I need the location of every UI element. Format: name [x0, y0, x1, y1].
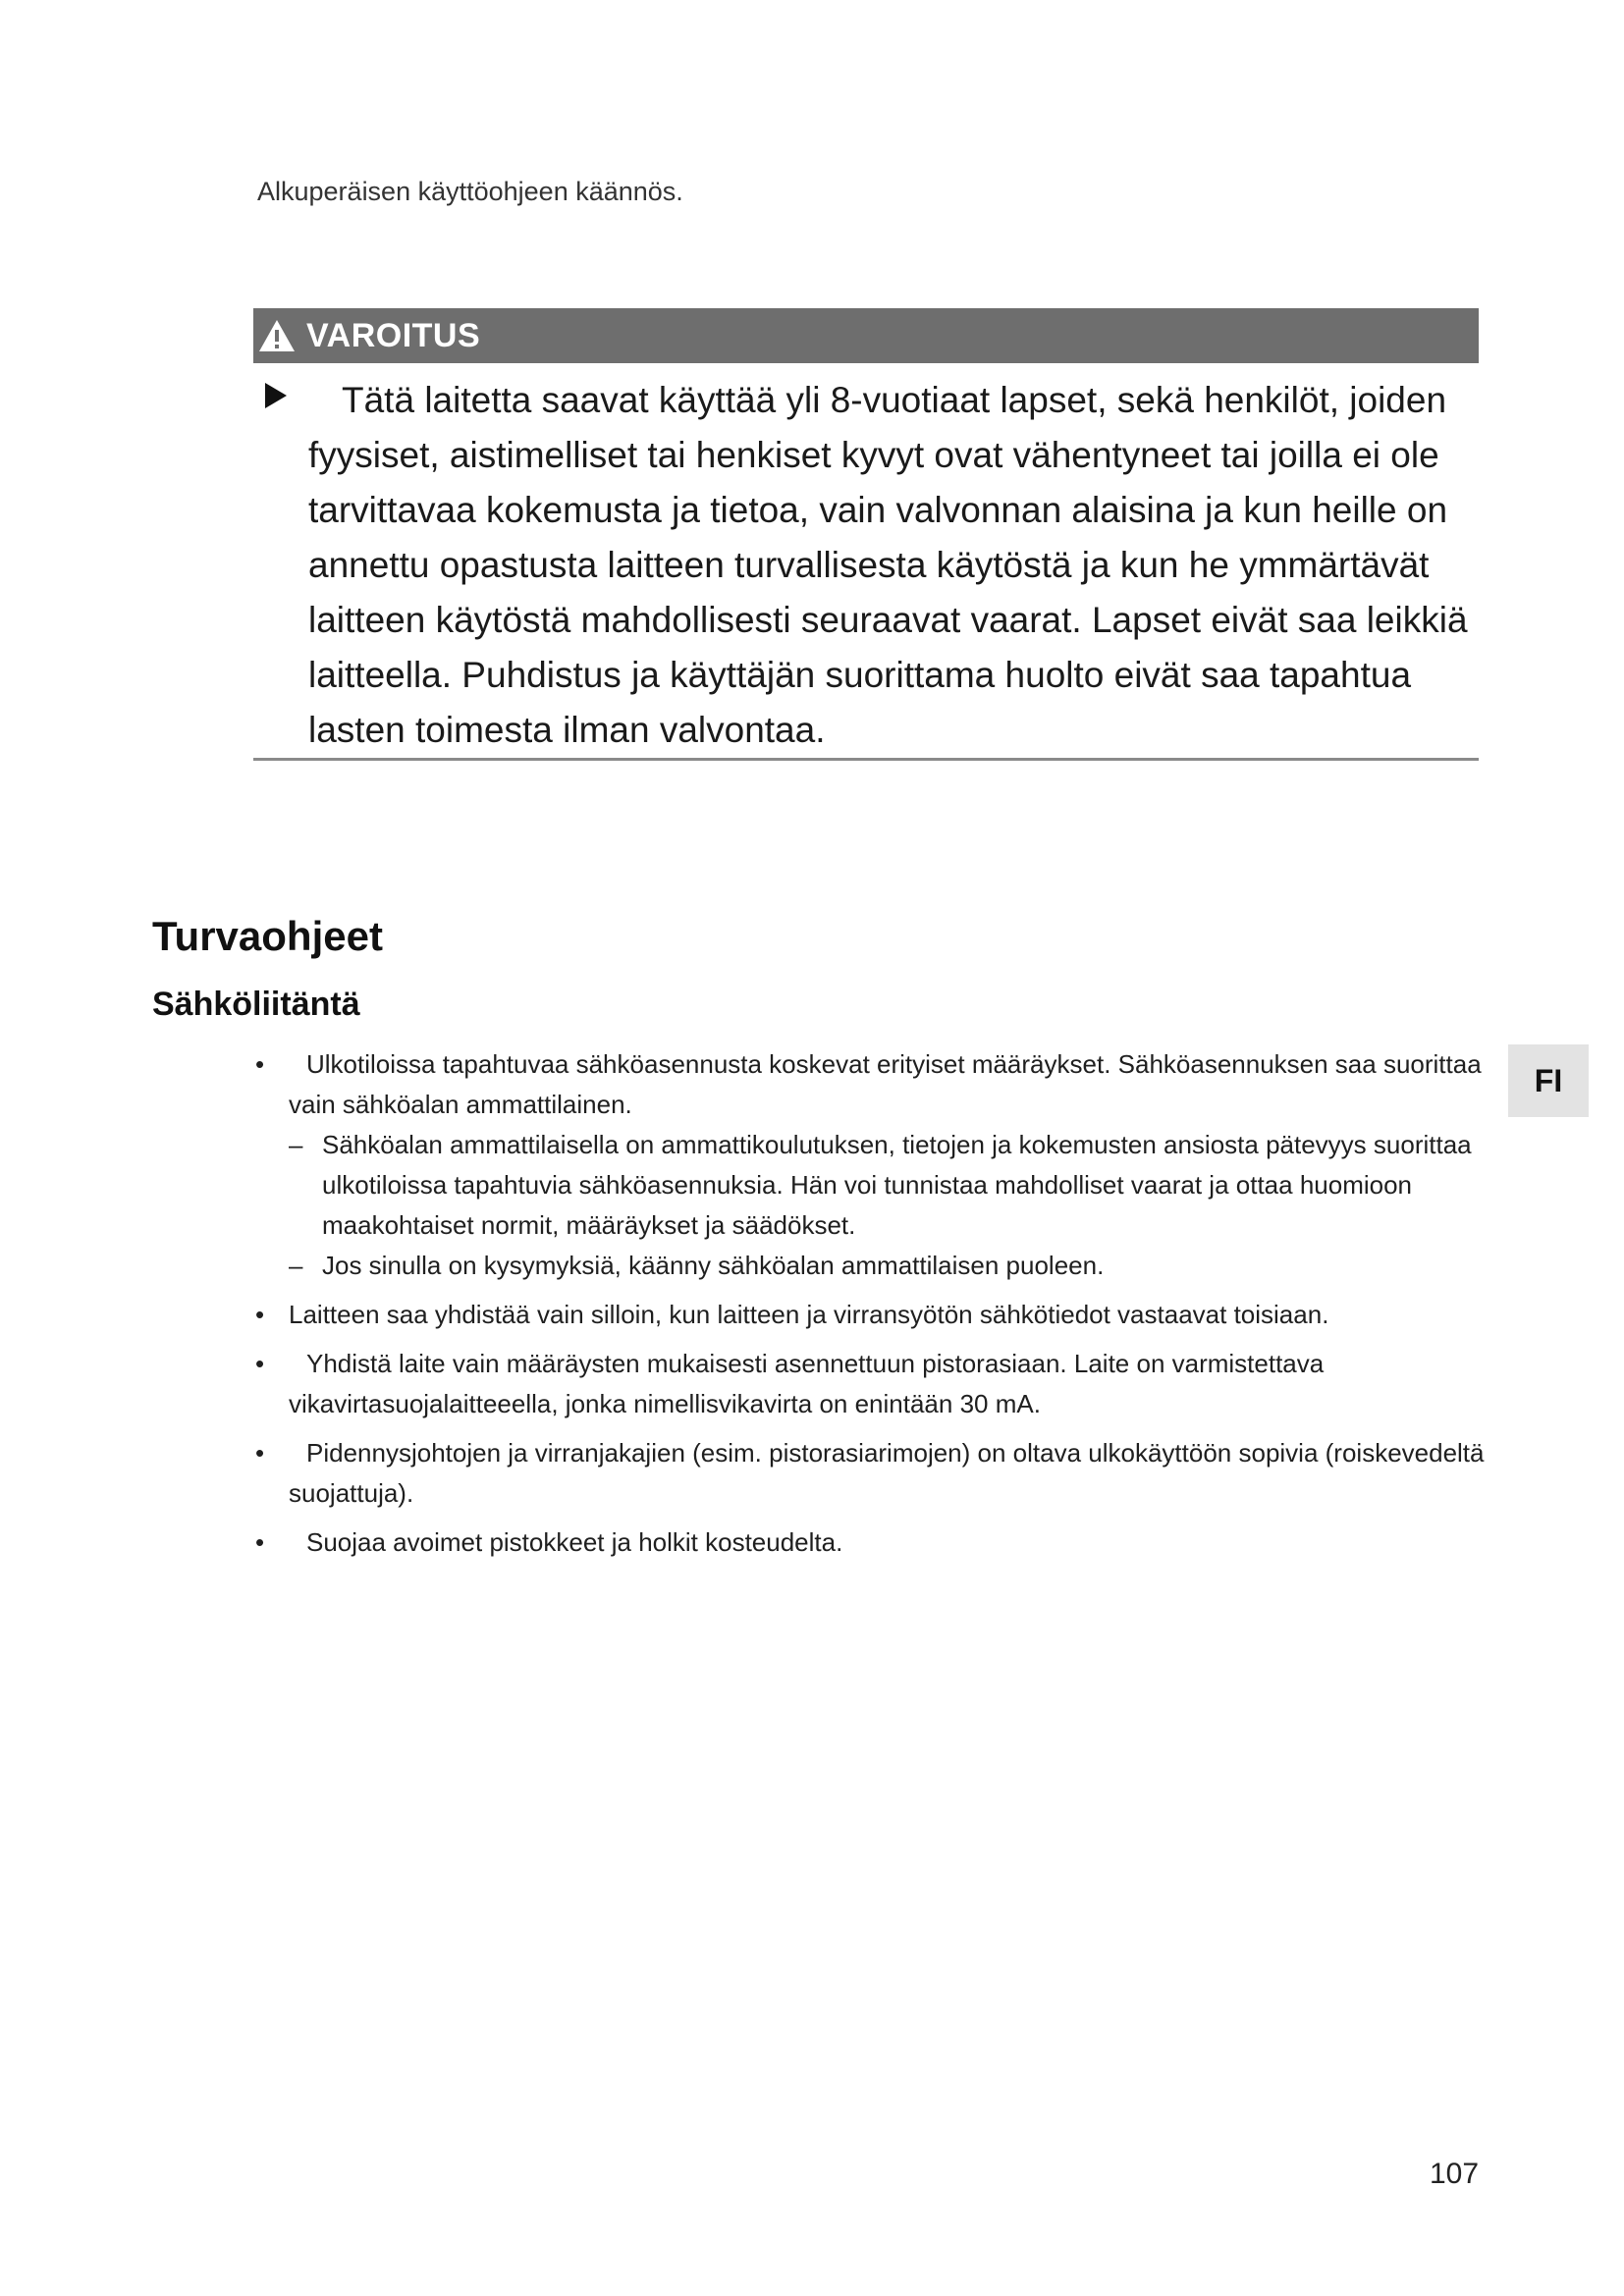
list-item	[253, 1344, 1490, 1424]
bullet-icon: •	[255, 1349, 265, 1378]
safety-list	[253, 1044, 1490, 1563]
document-subtitle: Alkuperäisen käyttöohjeen käännös.	[257, 177, 683, 206]
play-arrow-icon	[263, 381, 289, 410]
list-item	[253, 1295, 1490, 1335]
list-item	[253, 1433, 1490, 1514]
list-subitem-text: Sähköalan ammattilaisella on ammattikoulutuksen, tietojen ja kokemusten ansiosta pätevyys suorittaa ulkotiloissa tapahtuvia sähköasennuksia. Hän voi tunnistaa mahdolliset vaarat ja ottaa huomioon maakohtaiset normit, määräykset ja säädökset.	[322, 1130, 1472, 1240]
warning-divider	[253, 758, 1479, 761]
list-subitem	[253, 1246, 1490, 1286]
section-title: Turvaohjeet	[152, 913, 383, 959]
warning-title: VAROITUS	[306, 316, 481, 354]
bullet-icon: •	[255, 1527, 265, 1557]
dash-icon: –	[289, 1130, 303, 1159]
warning-body	[263, 373, 1510, 758]
section-subtitle: Sähköliitäntä	[152, 986, 360, 1023]
warning-triangle-icon	[257, 318, 297, 353]
list-item-text: Suojaa avoimet pistokkeet ja holkit kosteudelta.	[306, 1527, 843, 1557]
list-item	[253, 1044, 1490, 1125]
list-subitem	[253, 1125, 1490, 1246]
dash-icon: –	[289, 1251, 303, 1280]
list-subitem-text: Jos sinulla on kysymyksiä, käänny sähköalan ammattilaisen puoleen.	[322, 1251, 1105, 1280]
list-item-text: Ulkotiloissa tapahtuvaa sähköasennusta koskevat erityiset määräykset. Sähköasennuksen saa suorittaa vain sähköalan ammattilainen.	[289, 1049, 1482, 1119]
bullet-icon: •	[255, 1300, 265, 1329]
warning-header	[253, 308, 1479, 363]
list-item	[253, 1522, 1490, 1563]
list-item-text: Yhdistä laite vain määräysten mukaisesti asennettuun pistorasiaan. Laite on varmistettava vikavirtasuojalaitteeella, jonka nimellisvikavirta on enintään 30 mA.	[289, 1349, 1325, 1418]
bullet-icon: •	[255, 1049, 265, 1079]
warning-text: Tätä laitetta saavat käyttää yli 8-vuotiaat lapset, sekä henkilöt, joiden fyysiset, aistimelliset tai henkiset kyvyt ovat vähentyneet tai joilla ei ole tarvittavaa kokemusta ja tietoa, vain valvonnan alaisina ja kun heille on annettu opastusta laitteen turvallisesta käytöstä ja kun he ymmärtävät laitteen käytöstä mahdollisesti seuraavat vaarat. Lapset eivät saa leikkiä laitteella. Puhdistus ja käyttäjän suorittama huolto eivät saa tapahtua lasten toimesta ilman valvontaa.	[308, 380, 1468, 750]
list-item-text: Pidennysjohtojen ja virranjakajien (esim. pistorasiarimojen) on oltava ulkokäyttöön sopivia (roiskevedeltä suojattuja).	[289, 1438, 1485, 1508]
language-tab: FI	[1508, 1044, 1589, 1117]
list-item-text: Laitteen saa yhdistää vain silloin, kun laitteen ja virransyötön sähkötiedot vastaavat toisiaan.	[289, 1300, 1329, 1329]
bullet-icon: •	[255, 1438, 265, 1468]
page-number: 107	[1430, 2158, 1480, 2190]
